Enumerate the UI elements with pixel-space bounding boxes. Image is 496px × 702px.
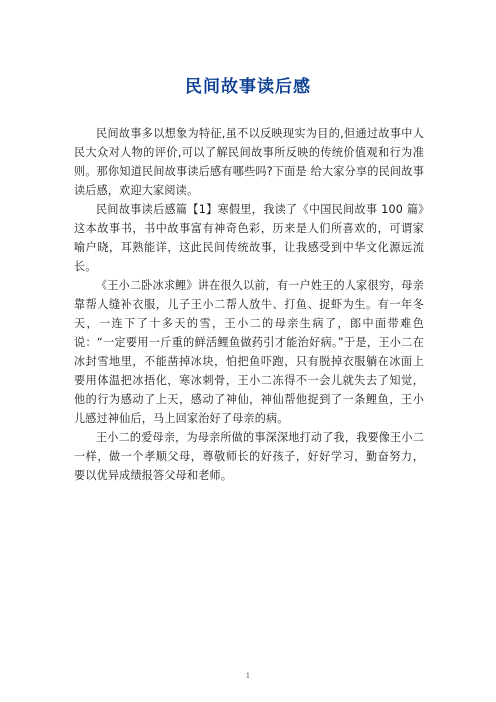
paragraph-story: 《王小二卧冰求鲤》讲在很久以前，有一户姓王的人家很穷，母亲靠帮人缝补衣服，儿子王小二帮人放牛、打鱼、捉虾为生。有一年冬天，一连下了十多天的雪，王小二的母亲生病了，郎中面带难色说：“一定要用一斤重的鲜活鲤鱼做药引才能治好病。”于是，王小二在冰封雪地里，不能凿掉冰块，怕把鱼吓跑，只有脱掉衣服躺在冰面上要用体温把冰捂化，寒冰刺骨，王小二冻得不一会儿就失去了知觉，他的行为感动了上天，感动了神仙，神仙帮他捉到了一条鲤鱼，王小儿感过神仙后，马上回家治好了母亲的病。 <box>74 279 424 425</box>
paragraph-intro: 民间故事多以想象为特征,虽不以反映现实为目的,但通过故事中人民大众对人物的评价,可以了解民间故事所反映的传统价值观和行为准则。那你知道民间故事读后感有哪些吗?下面是 给大家分享的民间故事读后感，欢迎大家阅读。 <box>74 127 424 197</box>
paragraph-review-1: 民间故事读后感篇【1】寒假里，我读了《中国民间故事 100 篇》这本故事书，书中故事富有神奇色彩，历来是人们所喜欢的，可谓家喻户晓，耳熟能详，这此民间传统故事，让我感受到中华文化源远流长。 <box>74 203 424 273</box>
page-number: 1 <box>245 672 251 680</box>
paragraph-conclusion: 王小二的爱母亲，为母亲所做的事深深地打动了我，我要像王小二一样，做一个孝顺父母，尊敬师长的好孩子，好好学习，勤奋努力，要以优异成绩报答父母和老师。 <box>74 431 424 482</box>
document-body <box>74 124 424 485</box>
document-title: 民间故事读后感 <box>185 77 311 97</box>
